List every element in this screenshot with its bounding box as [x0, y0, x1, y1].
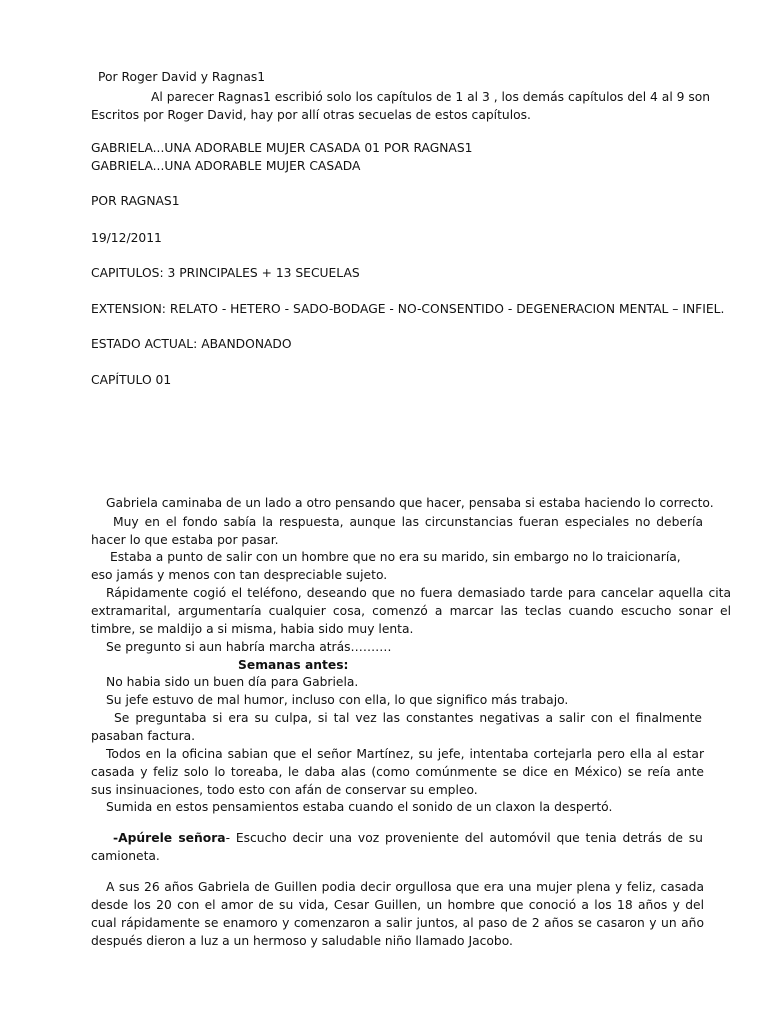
paragraph-2-line-2: hacer lo que estaba por pasar.: [91, 533, 279, 547]
paragraph-1: Gabriela caminaba de un lado a otro pensando que hacer, pensaba si estaba haciendo lo correcto.: [106, 496, 714, 510]
paragraph-9-line-1: Todos en la oficina sabian que el señor Martínez, su jefe, intentaba cortejarla pero ella al estar: [106, 747, 704, 761]
note-line-2: Escritos por Roger David, hay por allí otras secuelas de estos capítulos.: [91, 108, 531, 122]
paragraph-8-line-1: Se preguntaba si era su culpa, si tal vez las constantes negativas a salir con el finalmente: [114, 711, 702, 725]
title-line-2: GABRIELA...UNA ADORABLE MUJER CASADA: [91, 159, 361, 173]
paragraph-4-line-3: timbre, se maldijo a si misma, habia sido muy lenta.: [91, 622, 414, 636]
paragraph-10: Sumida en estos pensamientos estaba cuando el sonido de un claxon la despertó.: [106, 800, 613, 814]
paragraph-6: No habia sido un buen día para Gabriela.: [106, 675, 359, 689]
paragraph-7: Su jefe estuvo de mal humor, incluso con ella, lo que significo más trabajo.: [106, 693, 569, 707]
paragraph-12-line-1: A sus 26 años Gabriela de Guillen podia decir orgullosa que era una mujer plena y feliz, casada: [106, 880, 704, 894]
byline: Por Roger David y Ragnas1: [98, 70, 266, 84]
dialogue-rest: - Escucho decir una voz proveniente del automóvil que tenia detrás de su: [225, 831, 703, 845]
dialogue-bold: -Apúrele señora: [113, 831, 226, 845]
paragraph-3-line-1: Estaba a punto de salir con un hombre que no era su marido, sin embargo no lo traicionaría,: [110, 550, 681, 564]
paragraph-2-line-1: Muy en el fondo sabía la respuesta, aunque las circunstancias fueran especiales no debería: [113, 515, 703, 529]
note-line-1: Al parecer Ragnas1 escribió solo los capítulos de 1 al 3 , los demás capítulos del 4 al 9 son: [151, 90, 711, 104]
extension-line: EXTENSION: RELATO - HETERO - SADO-BODAGE - NO-CONSENTIDO - DEGENERACION MENTAL – INFIEL.: [91, 302, 725, 316]
paragraph-12-line-4: después dieron a luz a un hermoso y saludable niño llamado Jacobo.: [91, 934, 513, 948]
paragraph-4-line-2: extramarital, argumentaría cualquier cosa, comenzó a marcar las teclas cuando escucho sonar el: [91, 604, 731, 618]
weeks-before-heading: Semanas antes:: [238, 658, 349, 672]
author-line: POR RAGNAS1: [91, 194, 180, 208]
status-line: ESTADO ACTUAL: ABANDONADO: [91, 337, 292, 351]
paragraph-3-line-2: eso jamás y menos con tan despreciable sujeto.: [91, 568, 388, 582]
date-line: 19/12/2011: [91, 231, 162, 245]
paragraph-12-line-3: cual rápidamente se enamoro y comenzaron a salir juntos, al paso de 2 años se casaron y un año: [91, 916, 704, 930]
paragraph-9-line-2: casada y feliz solo lo toreaba, le daba alas (como comúnmente se dice en México) se reía ante: [91, 765, 704, 779]
paragraph-5: Se pregunto si aun habría marcha atrás……….: [106, 640, 392, 654]
paragraph-11-line-2: camioneta.: [91, 849, 160, 863]
chapters-line: CAPITULOS: 3 PRINCIPALES + 13 SECUELAS: [91, 266, 360, 280]
paragraph-8-line-2: pasaban factura.: [91, 729, 196, 743]
chapter-heading: CAPÍTULO 01: [91, 373, 172, 387]
paragraph-4-line-1: Rápidamente cogió el teléfono, deseando que no fuera demasiado tarde para cancelar aquella cita: [106, 586, 731, 600]
paragraph-12-line-2: desde los 20 con el amor de su vida, Cesar Guillen, un hombre que conoció a los 18 años y del: [91, 898, 704, 912]
title-line-1: GABRIELA...UNA ADORABLE MUJER CASADA 01 POR RAGNAS1: [91, 141, 473, 155]
paragraph-11-line-1: [113, 829, 703, 847]
paragraph-9-line-3: sus insinuaciones, todo esto con afán de conservar su empleo.: [91, 783, 478, 797]
